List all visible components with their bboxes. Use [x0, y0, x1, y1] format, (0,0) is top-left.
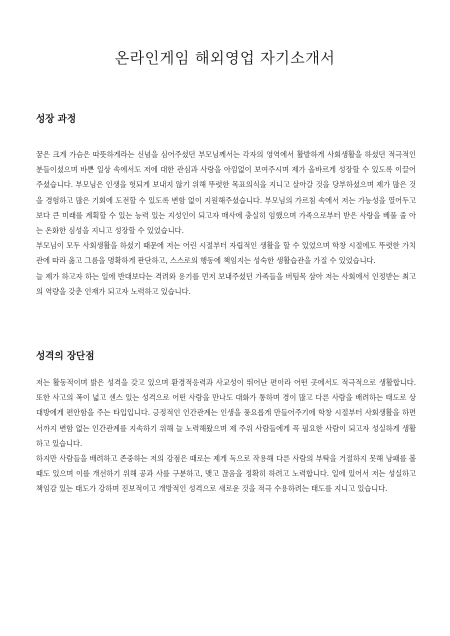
document-title: 온라인게임 해외영업 자기소개서 [114, 49, 336, 67]
section-body-growth [36, 147, 416, 299]
paragraph: 꿈은 크게 가슴은 따뜻하게라는 신념을 심어주셨던 부모님께서는 각자의 영역에서 활발하게 사회생활을 하셨던 적극적인 분들이셨으며 바쁜 일상 속에서도 저에 대한 관심과 사랑을 아낌없이 보여주시며 제가 올바르게 성장할 수 있도록 이끌어주셨습니다. 부모님은 인생을 헛되게 보내지 않기 위해 뚜렷한 목표의식을 지니고 살아갈 것을 당부하셨으며 제가 많은 것을 경험하고 많은 기회에 도전할 수 있도록 변함 없이 지원해주셨습니다. 부모님의 가르침 속에서 저는 가능성을 열어두고 보다 큰 미래를 계획할 수 있는 능력 있는 지성인이 되고자 매사에 충실히 임했으며 가족으로부터 받은 사랑을 베풀 줄 아는 온화한 심성을 지니고 성장할 수 있었습니다. [36, 150, 416, 236]
paragraph: 늘 제가 하고자 하는 일에 반대보다는 격려와 용기를 먼저 보내주셨던 가족들을 버팀목 삼아 저는 사회에서 인정받는 최고의 역량을 갖춘 인재가 되고자 노력하고 있습니다. [36, 271, 416, 296]
section-body-personality [36, 375, 416, 497]
paragraph: 부모님이 모두 사회생활을 하셨기 때문에 저는 어린 시절부터 자립적인 생활을 할 수 있었으며 학창 시절에도 뚜렷한 가치관에 따라 옳고 그름을 명확하게 판단하고, 스스로의 행동에 책임지는 성숙한 생활습관을 가질 수 있었습니다. [36, 241, 416, 266]
section-heading-growth: 성장 과정 [36, 114, 77, 125]
paragraph: 하지만 사람들을 배려하고 존중하는 저의 강점은 때로는 제게 독으로 작용해 다른 사람의 부탁을 거절하지 못해 낭패를 볼 때도 있으며 이를 개선하기 위해 공과 사를 구분하고, 맺고 끊음을 정확히 하려고 노력합니다. 일에 있어서 저는 성실하고 책임감 있는 태도가 강하며 진보적이고 개방적인 성격으로 새로운 것을 적극 수용하려는 태도를 지니고 있습니다. [36, 454, 416, 494]
paragraph: 저는 활동적이며 밝은 성격을 갖고 있으며 환경적응력과 사교성이 뛰어난 편이라 어떤 곳에서도 적극적으로 생활합니다. 또한 사고의 폭이 넓고 센스 있는 성격으로 어떤 사람을 만나도 대화가 통하며 경이 많고 다른 사람을 배려하는 태도로 상대방에게 편안함을 주는 타입입니다. 긍정적인 인간관계는 인생을 풍요롭게 만들어주기에 학창 시절부터 사회생활을 하면서까지 변함 없는 인간관계를 지속하기 위해 늘 노력해왔으며 제 주위 사람들에게 꼭 필요한 사람이 되고자 성실하게 생활하고 있습니다. [36, 378, 416, 448]
section-heading-personality: 성격의 장단점 [36, 351, 95, 362]
